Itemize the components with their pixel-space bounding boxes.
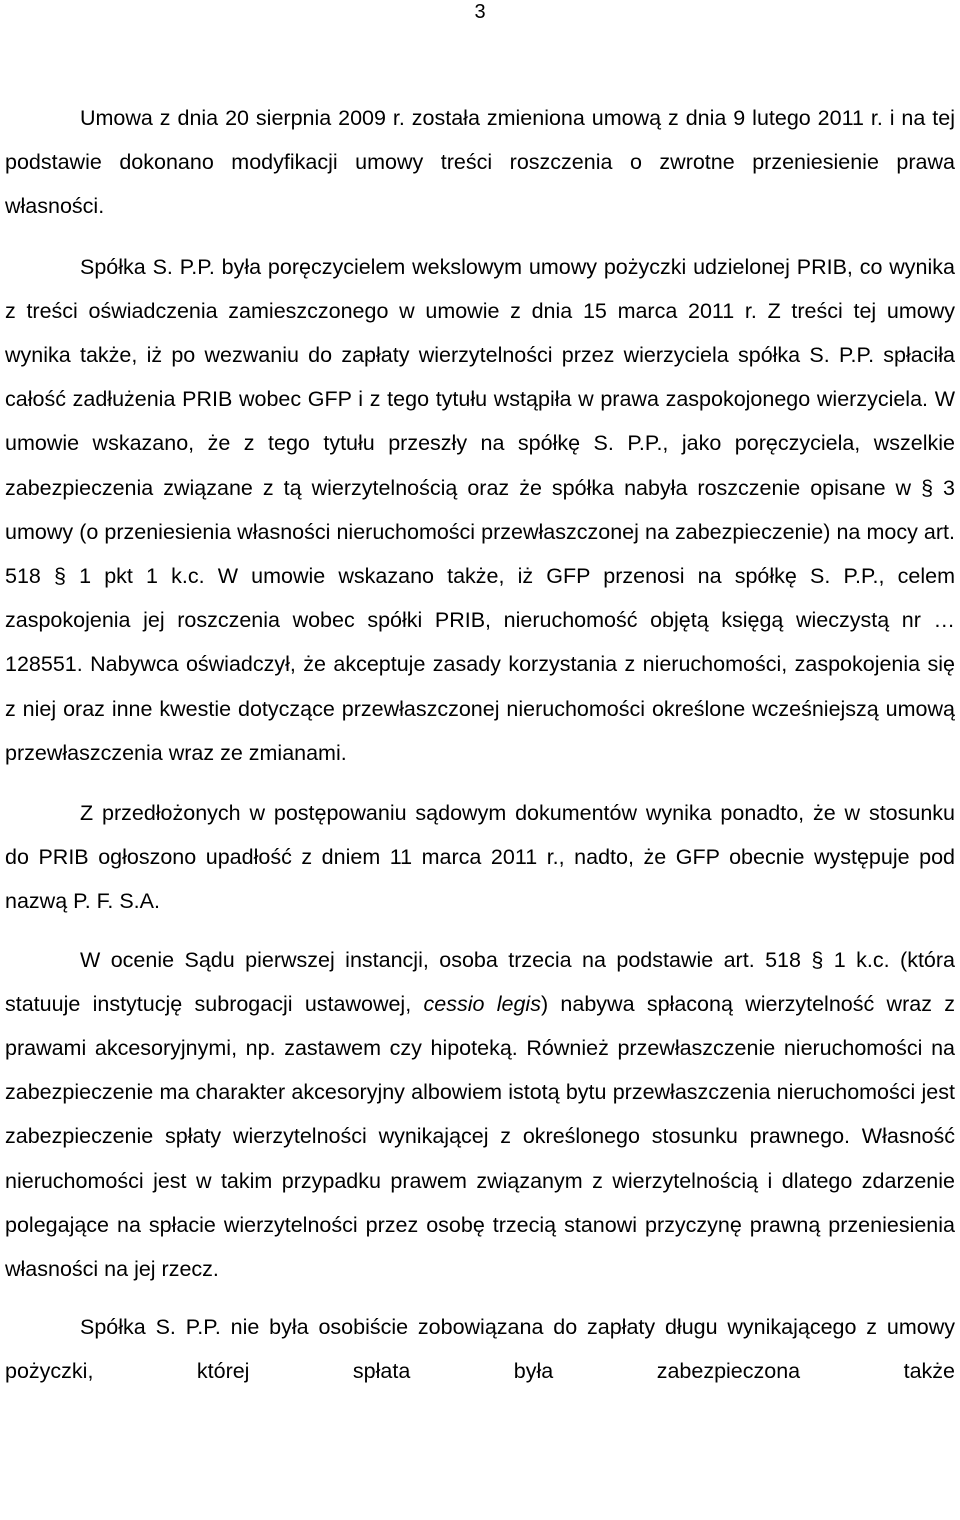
paragraph-surety: Spółka S. P.P. była poręczycielem wekslowym umowy pożyczki udzielonej PRIB, co wynika z treści oświadczenia zamieszczonego w umowie z dnia 15 marca 2011 r. Z treści tej umowy wynika także, iż po wezwaniu do zapłaty wierzytelności przez wierzyciela spółka S. P.P. spłaciła całość zadłużenia PRIB wobec GFP i z tego tytułu wstąpiła w prawa zaspokojonego wierzyciela. W umowie wskazano, że z tego tytułu przeszły na spółkę S. P.P., jako poręczyciela, wszelkie zabezpieczenia związane z tą wierzytelnością oraz że spółka nabyła roszczenie opisane w § 3 umowy (o przeniesienia własności nieruchomości przewłaszczonej na zabezpieczenie) na mocy art. 518 § 1 pkt 1 k.c. W umowie wskazano także, iż GFP przenosi na spółkę S. P.P., celem zaspokojenia jej roszczenia wobec spółki PRIB, nieruchomość objętą księgą wieczystą nr …128551. Nabywca oświadczył, że akceptuje zasady korzystania z nieruchomości, zaspokojenia się z niej oraz inne kwestie dotyczące przewłaszczonej nieruchomości określone wcześniejszą umową przewłaszczenia wraz ze zmianami.: [5, 254, 955, 765]
document-body: [5, 96, 955, 1394]
page-number: 3: [474, 1, 486, 23]
court-assessment-text-start: W ocenie Sądu pierwszej instancji, osoba trzecia na podstawie art. 518 § 1 k.c. (która statuuje instytucję subrogacji ustawowej,: [5, 947, 955, 1016]
paragraph-not-obligated: Spółka S. P.P. nie była osobiście zobowiązana do zapłaty długu wynikającego z umowy pożyczki, której spłata była zabezpieczona także: [5, 1315, 955, 1384]
paragraph-amendment: Umowa z dnia 20 sierpnia 2009 r. została zmieniona umową z dnia 9 lutego 2011 r. i na tej podstawie dokonano modyfikacji umowy treści roszczenia o zwrotne przeniesienie prawa własności.: [5, 106, 955, 219]
paragraph-court-assessment: [5, 938, 955, 1292]
cessio-legis-term: cessio legis: [423, 991, 541, 1016]
court-assessment-text-end: ) nabywa spłaconą wierzytelność wraz z prawami akcesoryjnymi, np. zastawem czy hipoteką. Również przewłaszczenie nieruchomości na zabezpieczenie ma charakter akcesoryjny albowiem istotą bytu przewłaszczenia nieruchomości jest zabezpieczenie spłaty wierzytelności wynikającej z określonego stosunku prawnego. Własność nieruchomości jest w takim przypadku prawem związanym z wierzytelnością i dlatego zdarzenie polegające na spłacie wierzytelności przez osobę trzecią stanowi przyczynę prawną przeniesienia własności na jej rzecz.: [5, 991, 955, 1282]
paragraph-bankruptcy: Z przedłożonych w postępowaniu sądowym dokumentów wynika ponadto, że w stosunku do PRIB ogłoszono upadłość z dniem 11 marca 2011 r., nadto, że GFP obecnie występuje pod nazwą P. F. S.A.: [5, 801, 955, 914]
